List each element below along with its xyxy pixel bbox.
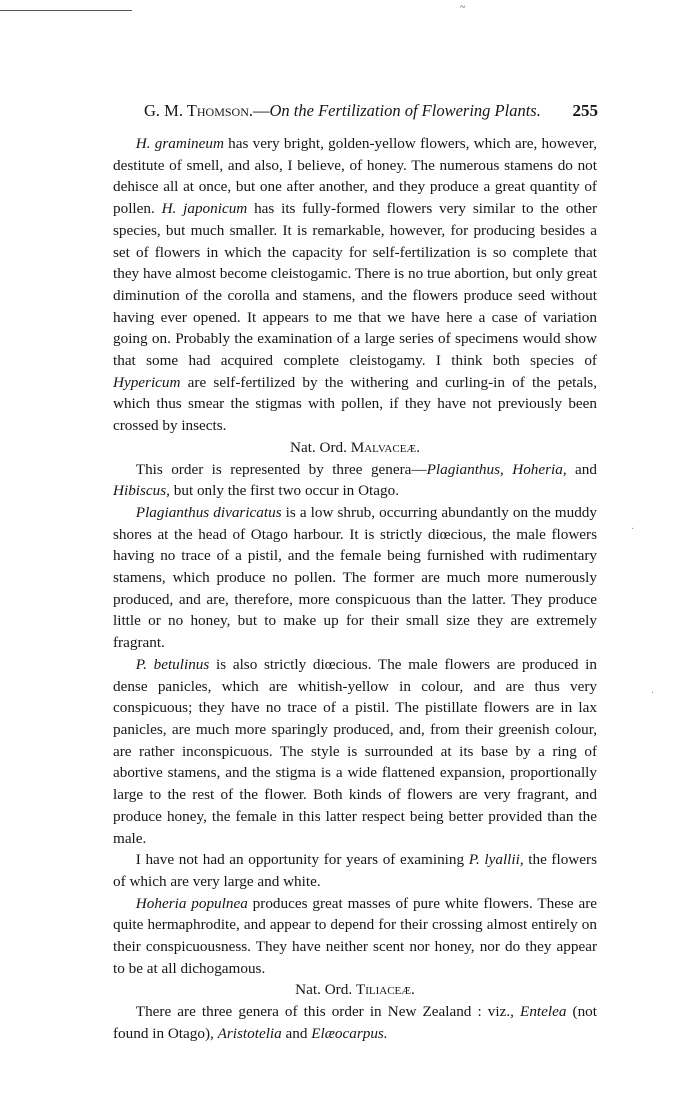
paragraph-text: are self-fertilized by the withering and curling-in of the petals, which thus smear the stigmas with pollen, if they have not previously been crossed by insects. bbox=[113, 373, 597, 435]
species-name: P. lyallii, bbox=[468, 851, 524, 869]
running-header bbox=[144, 100, 598, 122]
paragraph-text: has its fully-formed flowers very similar to the other species, but much smaller. It is remarkable, however, for producing besides a set of flowers in which the capacity for self-fertilization is so complete that they have almost become cleistogamic. There is no true abortion, but only great diminution of the corolla and stamens, and the flowers produce seed without having ever opened. It appears to me that we have here a case of variation going on. Probably the examination of a large series of specimens would show that some had acquired complete cleistogamy. I think both species of bbox=[113, 200, 597, 370]
genus-name: Hypericum bbox=[113, 373, 181, 391]
paragraph-text: the flowers of which are very large and white. bbox=[113, 851, 597, 890]
paragraph-text: has very bright, golden-yellow flowers, which are, however, destitute of smell, and also, I believe, of honey. The numerous stamens do not dehisce all at once, but one after another, and they produce a great quantity of pollen. bbox=[113, 135, 597, 218]
genus-name: Plagianthus, Hoheria, bbox=[426, 460, 567, 478]
paragraph-malvaceae-intro bbox=[113, 459, 597, 502]
paragraph-text: This order is represented by three genera— bbox=[135, 460, 427, 478]
genus-name: Aristotelia bbox=[217, 1024, 282, 1042]
genus-name: Entelea bbox=[520, 1003, 567, 1021]
paragraph-hypericum bbox=[113, 133, 597, 437]
page-number: 255 bbox=[572, 101, 598, 120]
paragraph-text: produces great masses of pure white flowers. These are quite hermaphrodite, and appear to depend for their crossing almost entirely on their conspicuousness. They have neither scent nor honey, nor do they appear to be at all dichogamous. bbox=[113, 894, 597, 977]
heading-order-name: Malvaceæ. bbox=[350, 438, 420, 456]
paragraph-hoheria-populnea bbox=[113, 893, 597, 980]
paragraph-text: and bbox=[566, 460, 597, 478]
paragraph-tiliaceae-intro bbox=[113, 1001, 597, 1044]
heading-prefix: Nat. Ord. bbox=[295, 981, 356, 999]
top-rule bbox=[0, 10, 132, 11]
species-name: Plagianthus divaricatus bbox=[135, 503, 282, 521]
paragraph-text: There are three genera of this order in New Zealand : viz., bbox=[135, 1003, 521, 1021]
ink-speck: · bbox=[631, 524, 635, 535]
paragraph-text: but only the first two occur in Otago. bbox=[169, 482, 399, 500]
paragraph-text: is a low shrub, occurring abundantly on the muddy shores at the head of Otago harbour. It is strictly diœcious, the male flowers having no trace of a pistil, and the female being furnished with rudimentary stamens, which produce no pollen. The former are much more numerously produced, and are, therefore, more conspicuous than the latter. They produce little or no honey, but to make up for their small size they are extremely fragrant. bbox=[113, 503, 597, 652]
paragraph-text: (not found in Otago), bbox=[113, 1003, 597, 1042]
paragraph-p-betulinus bbox=[113, 654, 597, 849]
header-author: G. M. Thomson. bbox=[144, 101, 254, 120]
paragraph-text: is also strictly diœcious. The male flowers are produced in dense panicles, which are whitish-yellow in colour, and are thus very conspicuous; they have no trace of a pistil. The pistillate flowers are in lax panicles, are much more sparingly produced, and, from their greenish colour, are rather inconspicuous. The style is surrounded at its base by a ring of abortive stamens, and the stigma is a wide flattened expansion, proportionally large to the rest of the flower. Both kinds of flowers are very fragrant, and produce honey, the female in this latter respect being better provided than the male. bbox=[113, 655, 597, 847]
section-heading-malvaceae bbox=[113, 437, 597, 459]
heading-order-name: Tiliaceæ. bbox=[355, 981, 415, 999]
paragraph-p-lyallii bbox=[113, 849, 597, 892]
heading-prefix: Nat. Ord. bbox=[289, 438, 351, 456]
header-dash: — bbox=[253, 101, 270, 120]
paragraph-plagianthus-divaricatus bbox=[113, 502, 597, 654]
species-name: Hoheria populnea bbox=[135, 894, 248, 912]
body-text bbox=[113, 133, 597, 1045]
section-heading-tiliaceae bbox=[113, 979, 597, 1001]
species-name: P. betulinus bbox=[135, 655, 210, 673]
header-title: On the Fertilization of Flowering Plants. bbox=[269, 101, 541, 120]
species-name: H. gramineum bbox=[135, 135, 224, 152]
species-name: H. japonicum bbox=[161, 200, 248, 218]
ink-speck: · bbox=[651, 688, 655, 699]
paragraph-text: and bbox=[281, 1024, 312, 1042]
ink-mark: ~ bbox=[460, 2, 466, 13]
genus-name: Hibiscus, bbox=[113, 482, 170, 500]
paragraph-text: I have not had an opportunity for years of examining bbox=[135, 851, 469, 869]
genus-name: Elæocarpus. bbox=[311, 1024, 388, 1042]
